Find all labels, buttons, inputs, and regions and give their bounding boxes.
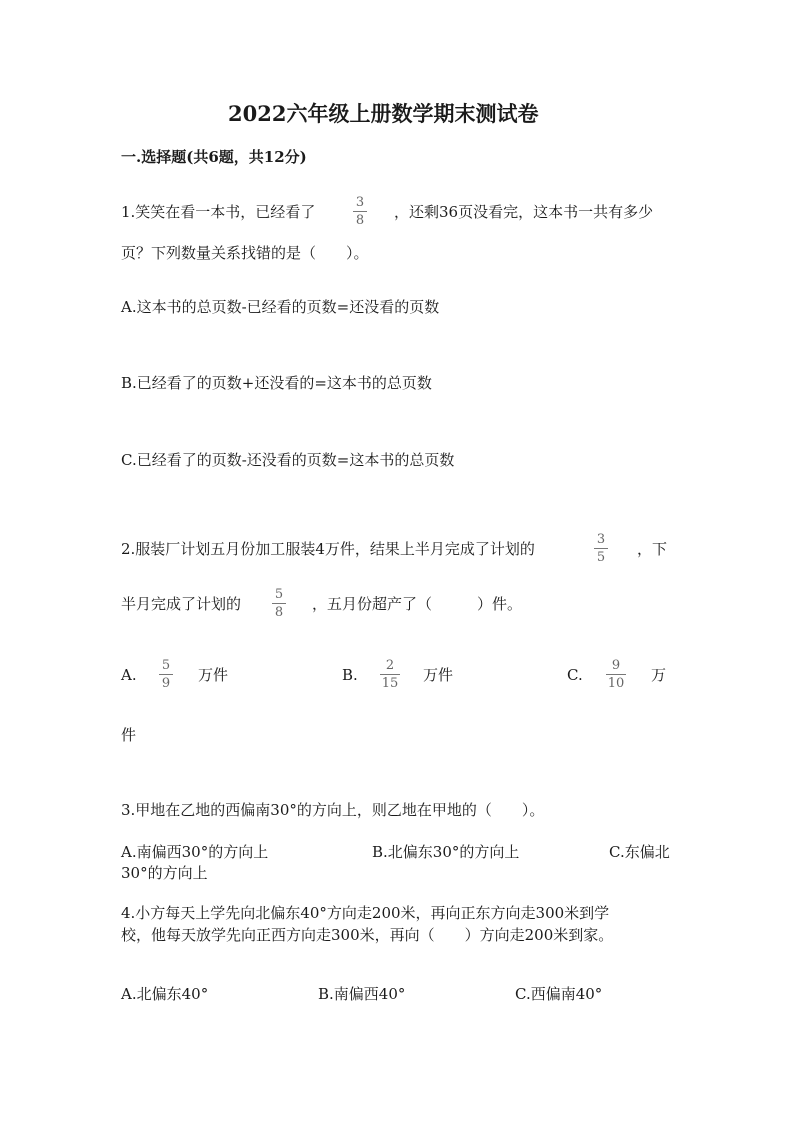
page-title: 2022六年级上册数学期末测试卷 <box>228 101 539 126</box>
option-a-unit: 万件 <box>198 666 229 684</box>
option-b[interactable]: B.北偏东30°的方向上 <box>372 843 520 861</box>
option-a[interactable]: A.北偏东40° <box>121 985 209 1003</box>
question-2-text-line2-cont: ，五月份超产了（ ）件。 <box>312 595 523 613</box>
option-b-label: B. <box>342 666 358 684</box>
option-a-label: A. <box>121 666 137 684</box>
question-4-text-line2: 校，他每天放学先向正西方向走300米，再向（ ）方向走200米到家。 <box>121 926 614 944</box>
question-2-text-cont: ，下 <box>637 540 668 558</box>
numerator: 5 <box>161 658 171 673</box>
denominator: 8 <box>274 605 284 620</box>
fraction-bar <box>606 674 626 675</box>
denominator: 9 <box>161 676 171 691</box>
fraction-5-9 <box>159 658 173 691</box>
fraction-bar <box>594 548 608 549</box>
option-b-unit: 万件 <box>423 666 454 684</box>
denominator: 8 <box>355 213 365 228</box>
option-c[interactable]: C.西偏南40° <box>515 985 603 1003</box>
fraction-9-10 <box>606 658 626 691</box>
option-c-unit: 万 <box>651 666 667 684</box>
section-heading: 一.选择题(共6题，共12分) <box>121 148 307 166</box>
question-2-text-line2: 半月完成了计划的 <box>121 595 242 613</box>
question-2-text: 2.服装厂计划五月份加工服装4万件，结果上半月完成了计划的 <box>121 540 535 558</box>
fraction-3-5 <box>594 532 608 565</box>
numerator: 3 <box>596 532 606 547</box>
fraction-bar <box>380 674 400 675</box>
fraction-2-15 <box>380 658 400 691</box>
numerator: 2 <box>385 658 395 673</box>
option-c-wrap: 30°的方向上 <box>121 864 208 882</box>
option-c[interactable]: C.东偏北 <box>609 843 670 861</box>
option-b[interactable]: B.已经看了的页数+还没看的=这本书的总页数 <box>121 374 432 392</box>
question-3-text: 3.甲地在乙地的西偏南30°的方向上，则乙地在甲地的（ ）。 <box>121 801 545 819</box>
denominator: 5 <box>596 550 606 565</box>
fraction-bar <box>272 603 286 604</box>
option-c[interactable]: C.已经看了的页数-还没看的页数=这本书的总页数 <box>121 451 455 469</box>
fraction-5-8 <box>272 587 286 620</box>
denominator: 15 <box>381 676 399 691</box>
numerator: 5 <box>274 587 284 602</box>
numerator: 3 <box>355 195 365 210</box>
numerator: 9 <box>611 658 621 673</box>
question-1-text-cont: ，还剩36页没看完，这本书一共有多少 <box>394 203 654 221</box>
option-c-wrap: 件 <box>121 726 137 744</box>
fraction-bar <box>353 211 367 212</box>
question-1-text: 1.笑笑在看一本书，已经看了 <box>121 203 316 221</box>
question-1-text-line2: 页？下列数量关系找错的是（ ）。 <box>121 244 369 262</box>
denominator: 10 <box>607 676 625 691</box>
fraction-bar <box>159 674 173 675</box>
option-a[interactable]: A.这本书的总页数-已经看的页数=还没看的页数 <box>121 298 440 316</box>
question-4-text: 4.小方每天上学先向北偏东40°方向走200米，再向正东方向走300米到学 <box>121 904 610 922</box>
option-b[interactable]: B.南偏西40° <box>318 985 406 1003</box>
option-c-label: C. <box>567 666 583 684</box>
option-a[interactable]: A.南偏西30°的方向上 <box>121 843 269 861</box>
fraction-3-8 <box>353 195 367 228</box>
